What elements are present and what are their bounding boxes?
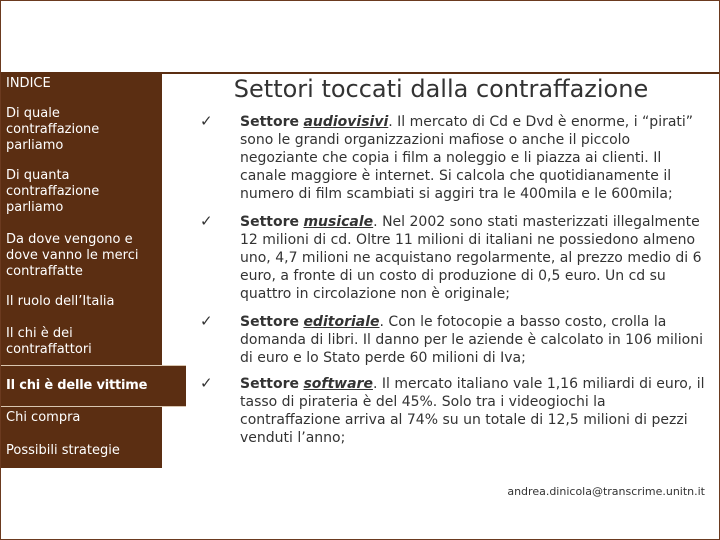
check-icon: ✓ bbox=[200, 374, 213, 392]
section-text: . Il mercato di Cd e Dvd è enorme, i “pirati” sono le grandi organizzazioni mafiose o anche il piccolo negoziante che copia i film a noleggio e li piazza ai clienti. Il canale maggiore è internet. Si calcola che quotidianamente il numero di film scambiati si aggiri tra le 400mila e le 600mila; bbox=[240, 114, 694, 202]
check-icon: ✓ bbox=[200, 312, 213, 330]
section-label: Settore bbox=[240, 314, 299, 330]
sidebar-item-rotte[interactable]: Da dove vengono e dove vanno le merci contraffatte bbox=[6, 232, 139, 279]
section-label: Settore bbox=[240, 376, 299, 392]
footer-email[interactable]: andrea.dinicola@transcrime.unitn.it bbox=[507, 485, 705, 498]
section-label: Settore bbox=[240, 114, 299, 130]
sidebar-item-italia[interactable]: Il ruolo dell’Italia bbox=[6, 294, 115, 309]
sidebar-item-quale[interactable]: Di quale contraffazione parliamo bbox=[6, 106, 100, 153]
sidebar-header: INDICE bbox=[0, 72, 162, 96]
check-icon: ✓ bbox=[200, 112, 213, 130]
section-keyword: musicale bbox=[303, 214, 374, 230]
section-text: . Con le fotocopie a basso costo, crolla la domanda di libri. Il danno per le aziende è calcolato in 106 milioni di euro e lo Stato perde 60 milioni di Iva; bbox=[240, 314, 703, 366]
section-text: . Il mercato italiano vale 1,16 miliardi di euro, il tasso di pirateria è del 45%. Solo tra i videogiochi la contraffazione arriva al 74% su un totale di 12,5 milioni di pezzi venduti l’anno; bbox=[240, 376, 705, 446]
sidebar-item-strategie[interactable]: Possibili strategie bbox=[6, 443, 120, 458]
section-keyword: software bbox=[303, 376, 373, 392]
section-text: . Nel 2002 sono stati masterizzati illegalmente 12 milioni di cd. Oltre 11 milioni di italiani ne possiedono almeno uno, 4,7 milioni ne acquistano regolarmente, al prezzo medio di 6 euro, a fronte di un costo di produzione di 0,5 euro. Un cd su quattro in circolazione non è originale; bbox=[240, 214, 702, 302]
sidebar-item-chi-compra[interactable]: Chi compra bbox=[6, 410, 81, 425]
sidebar-item-quanta[interactable]: Di quanta contraffazione parliamo bbox=[6, 168, 100, 215]
section-label: Settore bbox=[240, 214, 299, 230]
check-icon: ✓ bbox=[200, 212, 213, 230]
sidebar-item-contraffattori[interactable]: Il chi è dei contraffattori bbox=[6, 326, 92, 357]
section-keyword: audiovisivi bbox=[303, 114, 389, 130]
page-title: Settori toccati dalla contraffazione bbox=[233, 75, 649, 103]
section-keyword: editoriale bbox=[303, 314, 380, 330]
sidebar-item-vittime-label: Il chi è delle vittime bbox=[6, 378, 148, 393]
